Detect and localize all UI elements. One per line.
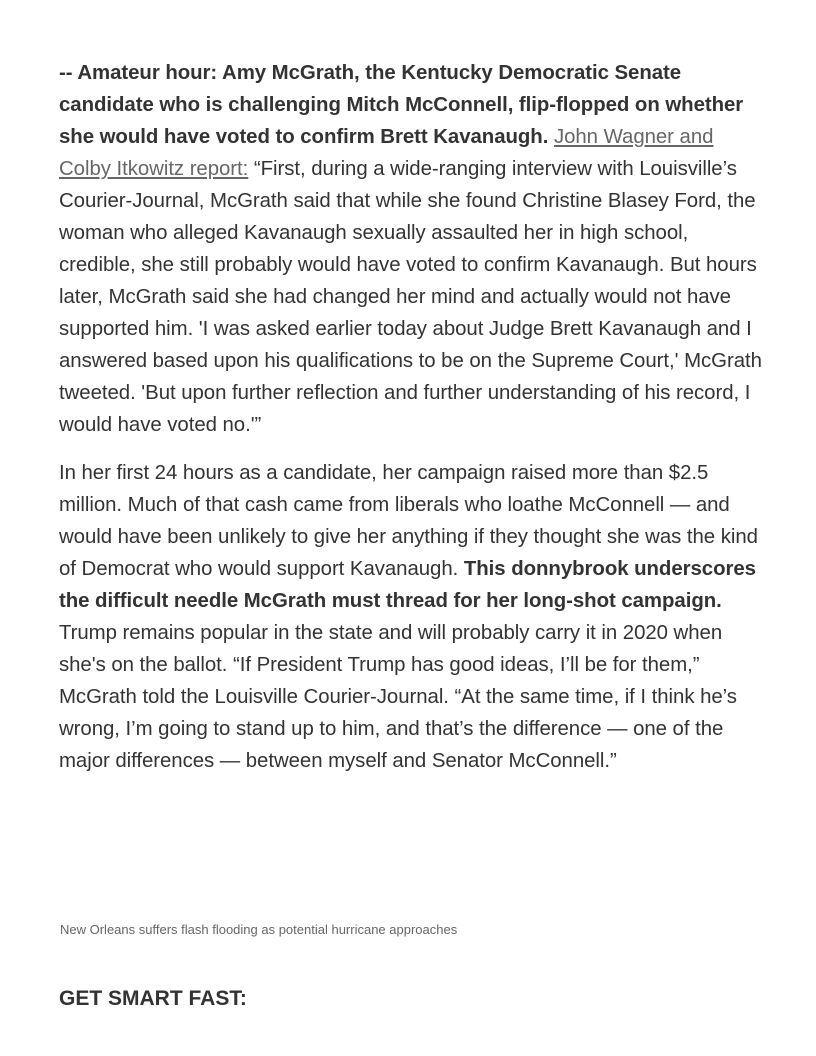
paragraph-tail-text: Trump remains popular in the state and will probably carry it in 2020 when she's on the ballot. “If President Trump has good ideas, I’ll be for them,” McGrath told the Louisville Courier-Journal. “At the same time, if I think he’s wrong, I’m going to stand up to him, and that’s the difference — one of the major differences — between myself and Senator McConnell.” [59,622,737,772]
wagner-itkowitz-report-link[interactable]: John Wagner and Colby Itkowitz report: [59,126,714,180]
paragraph-quote-text: “First, during a wide-ranging interview with Louisville’s Courier-Journal, McGrath said that while she found Christine Blasey Ford, the woman who alleged Kavanaugh sexually assaulted her in high school, credible, she still probably would have voted to confirm Kavanaugh. But hours later, McGrath said she had changed her mind and actually would not have supported him. 'I was asked earlier today about Judge Brett Kavanaugh and I answered based upon his qualifications to be on the Supreme Court,' McGrath tweeted. 'But upon further reflection and further understanding of his record, I would have voted no.'” [59,158,762,436]
article-paragraph-campaign-funds [59,457,769,777]
article-paragraph-mcgrath-flip-flop [59,57,769,441]
paragraph-bold-lead: -- Amateur hour: Amy McGrath, the Kentucky Democratic Senate candidate who is challenging Mitch McConnell, flip-flopped on whether she would have voted to confirm Brett Kavanaugh. [59,62,744,148]
section-heading-get-smart-fast: GET SMART FAST: [59,987,247,1010]
article-body [59,57,769,777]
paragraph-lead-text: In her first 24 hours as a candidate, her campaign raised more than $2.5 million. Much of that cash came from liberals who loathe McConnell — and would have been unlikely to give her anything if they thought she was the kind of Democrat who would support Kavanaugh. [59,462,758,580]
paragraph-bold-emphasis: This donnybrook underscores the difficult needle McGrath must thread for her long-shot campaign. [59,558,756,612]
video-caption[interactable]: New Orleans suffers flash flooding as potential hurricane approaches [60,922,458,937]
